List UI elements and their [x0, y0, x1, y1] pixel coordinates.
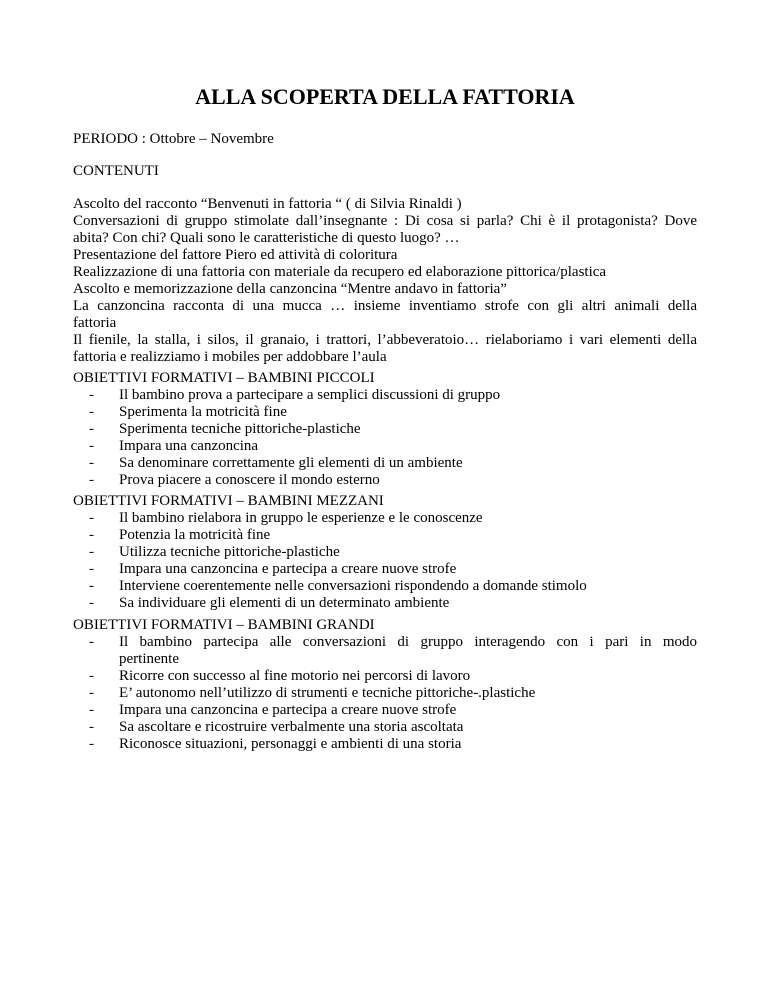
- section-heading: OBIETTIVI FORMATIVI – BAMBINI GRANDI: [73, 617, 375, 633]
- contenuti-line: La canzoncina racconta di una mucca … insieme inventiamo strofe con gli altri animali della: [73, 298, 697, 314]
- bullet-dash: -: [89, 387, 94, 403]
- bullet-dash: -: [89, 736, 94, 752]
- list-item: - E’ autonomo nell’utilizzo di strumenti e tecniche pittoriche-.plastiche: [89, 685, 536, 701]
- list-item: - Prova piacere a conoscere il mondo esterno: [89, 472, 380, 488]
- bullet-dash: -: [89, 510, 94, 526]
- bullet-dash: -: [89, 421, 94, 437]
- list-item: - Sa ascoltare e ricostruire verbalmente una storia ascoltata: [89, 719, 464, 735]
- periodo-line: PERIODO : Ottobre – Novembre: [73, 131, 274, 147]
- bullet-dash: -: [89, 472, 94, 488]
- objectives-list: [73, 510, 697, 612]
- bullet-dash: -: [89, 578, 94, 594]
- list-item: - Riconosce situazioni, personaggi e ambienti di una storia: [89, 736, 462, 752]
- list-item: - Ricorre con successo al fine motorio nei percorsi di lavoro: [89, 668, 471, 684]
- list-item: - Sa individuare gli elementi di un determinato ambiente: [89, 595, 450, 611]
- section-heading: OBIETTIVI FORMATIVI – BAMBINI MEZZANI: [73, 493, 384, 509]
- contenuti-line: fattoria: [73, 315, 117, 331]
- contenuti-line: Ascolto del racconto “Benvenuti in fattoria “ ( di Silvia Rinaldi ): [73, 196, 462, 212]
- contenuti-paragraph: [73, 196, 697, 366]
- document-title: ALLA SCOPERTA DELLA FATTORIA: [195, 84, 575, 109]
- list-item: - Interviene coerentemente nelle conversazioni rispondendo a domande stimolo: [89, 578, 587, 594]
- list-item: - Impara una canzoncina: [89, 438, 259, 454]
- bullet-dash: -: [89, 438, 94, 454]
- bullet-dash: -: [89, 668, 94, 684]
- section-heading: OBIETTIVI FORMATIVI – BAMBINI PICCOLI: [73, 370, 375, 386]
- list-item: - Sa denominare correttamente gli elementi di un ambiente: [89, 455, 463, 471]
- section-bambini-grandi: [73, 617, 697, 753]
- section-bambini-piccoli: [73, 370, 697, 489]
- objectives-list: [73, 387, 697, 489]
- bullet-dash: -: [89, 455, 94, 471]
- list-item: - Utilizza tecniche pittoriche-plastiche: [89, 544, 340, 560]
- section-bambini-mezzani: [73, 493, 697, 612]
- bullet-dash: -: [89, 685, 94, 701]
- bullet-dash: -: [89, 702, 94, 718]
- bullet-dash: -: [89, 719, 94, 735]
- contenuti-line: fattoria e realizziamo i mobiles per addobbare l’aula: [73, 349, 387, 365]
- bullet-dash: -: [89, 404, 94, 420]
- bullet-dash: -: [89, 561, 94, 577]
- contenuti-heading: CONTENUTI: [73, 163, 159, 179]
- list-item: - Impara una canzoncina e partecipa a creare nuove strofe: [89, 561, 457, 577]
- objectives-list: [73, 634, 697, 753]
- bullet-dash: -: [89, 634, 94, 650]
- list-item: - Il bambino prova a partecipare a semplici discussioni di gruppo: [89, 387, 501, 403]
- list-item: - Impara una canzoncina e partecipa a creare nuove strofe: [89, 702, 457, 718]
- bullet-dash: -: [89, 527, 94, 543]
- contenuti-line: Presentazione del fattore Piero ed attività di coloritura: [73, 247, 398, 263]
- list-item: - Il bambino partecipa alle conversazioni di gruppo interagendo con i pari in modo pertinente: [89, 634, 697, 667]
- contenuti-line: Ascolto e memorizzazione della canzoncina “Mentre andavo in fattoria”: [73, 281, 507, 297]
- list-item: - Il bambino rielabora in gruppo le esperienze e le conoscenze: [89, 510, 483, 526]
- list-item: - Potenzia la motricità fine: [89, 527, 271, 543]
- contenuti-line: abita? Con chi? Quali sono le caratteristiche di questo luogo? …: [73, 230, 460, 246]
- contenuti-line: Il fienile, la stalla, i silos, il granaio, i trattori, l’abbeveratoio… rielaboriamo i vari elementi della: [73, 332, 697, 348]
- contenuti-line: Conversazioni di gruppo stimolate dall’insegnante : Di cosa si parla? Chi è il protagonista? Dove: [73, 213, 697, 229]
- bullet-dash: -: [89, 595, 94, 611]
- list-item: - Sperimenta tecniche pittoriche-plastiche: [89, 421, 361, 437]
- bullet-dash: -: [89, 544, 94, 560]
- list-item: - Sperimenta la motricità fine: [89, 404, 287, 420]
- contenuti-line: Realizzazione di una fattoria con materiale da recupero ed elaborazione pittorica/plastica: [73, 264, 607, 280]
